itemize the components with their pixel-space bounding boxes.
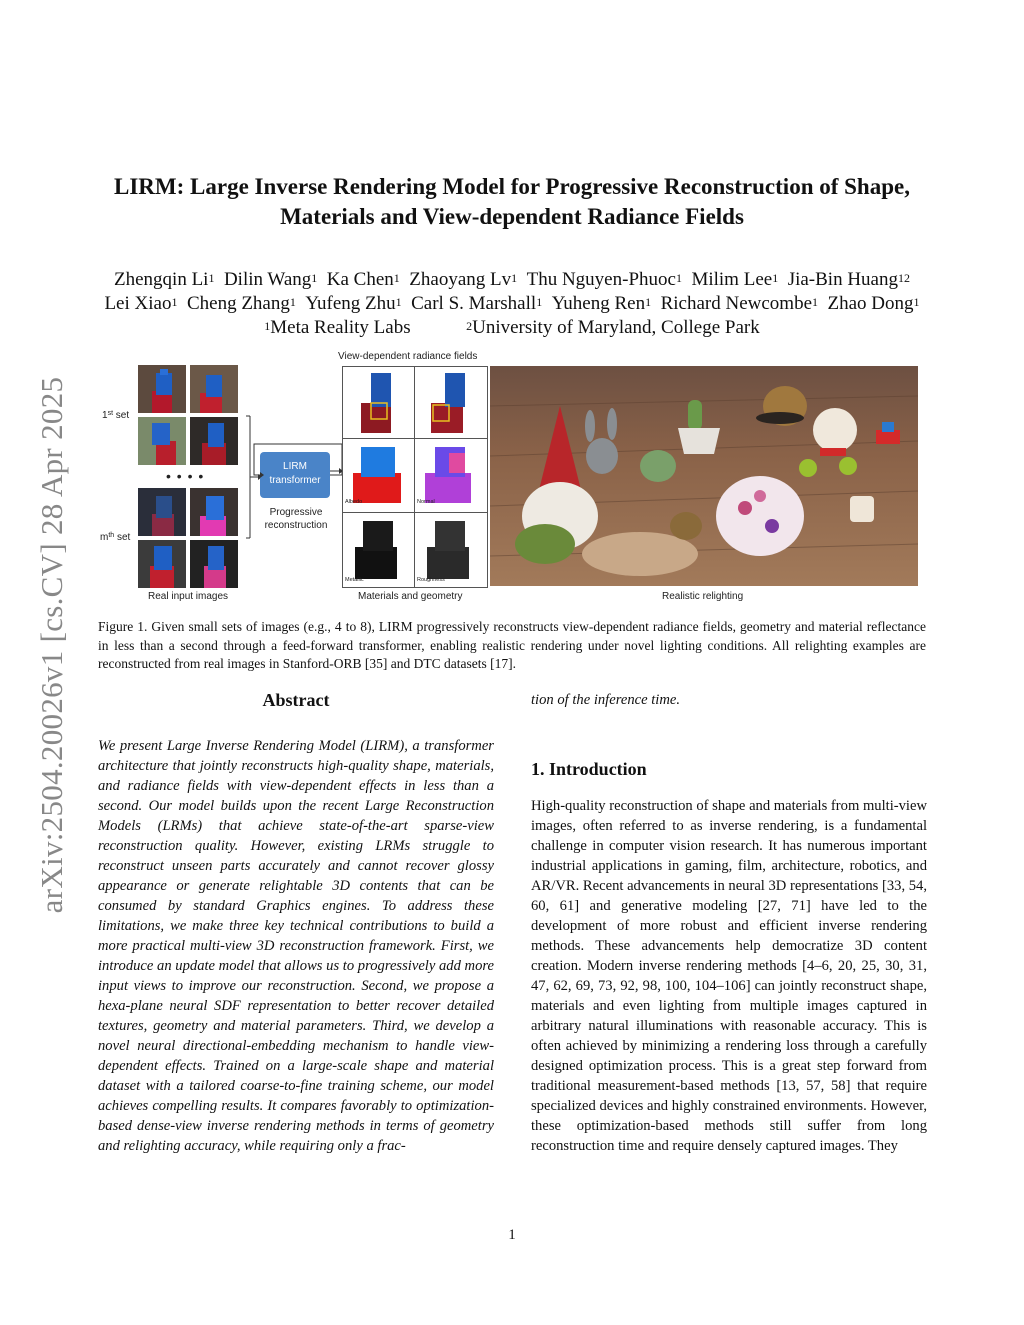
relit-scene <box>490 366 918 586</box>
author-block <box>60 268 964 340</box>
affiliation-row <box>60 316 964 340</box>
roughness-label: Roughness <box>417 577 445 583</box>
introduction-heading: 1. Introduction <box>531 759 647 779</box>
figure-1 <box>96 348 926 610</box>
author-affiliation: 1 <box>395 295 402 309</box>
abstract-heading: Abstract <box>262 690 330 710</box>
author-affiliation: 1 <box>812 295 819 309</box>
normal-tile <box>415 439 487 513</box>
input-image-7 <box>138 540 186 588</box>
author-name: Richard Newcombe <box>660 293 813 314</box>
input-image-4 <box>190 417 238 465</box>
author-affiliation: 1 <box>772 271 779 285</box>
ellipsis-dots: • • • • <box>166 468 205 484</box>
abstract-tail: tion of the inference time. <box>531 692 681 708</box>
author-name: Zhao Dong <box>827 293 914 314</box>
arxiv-id: arXiv:2504.20026v1 [cs.CV] 28 Apr 2025 <box>34 376 69 914</box>
author-affiliation: 1 <box>536 295 543 309</box>
real-input-images-caption: Real input images <box>148 591 229 602</box>
normal-label: Normal <box>417 499 435 505</box>
progressive-reconstruction-label <box>256 506 336 532</box>
metallic-label: Metallic <box>345 577 364 583</box>
progressive-line-1: Progressive <box>269 507 323 518</box>
author-affiliation: 12 <box>897 271 910 285</box>
author-name: Cheng Zhang <box>186 293 290 314</box>
author-affiliation: 1 <box>171 295 178 309</box>
radiance-view-2 <box>415 367 487 439</box>
author-affiliation: 1 <box>511 271 518 285</box>
page-number: 1 <box>508 1227 516 1243</box>
affiliation-number: 2 <box>466 319 473 333</box>
author-affiliation: 1 <box>393 271 400 285</box>
input-image-8 <box>190 540 238 588</box>
transformer-label-1: LIRM <box>283 461 307 472</box>
mth-set-label: $m^{th}$ set <box>100 532 131 543</box>
first-set-label: 1st set <box>102 410 130 421</box>
title-line-2: Materials and View-dependent Radiance Fields <box>280 204 744 229</box>
author-row-1 <box>60 268 964 292</box>
author-affiliation: 1 <box>289 295 296 309</box>
vdr-label: View-dependent radiance fields <box>338 351 478 362</box>
materials-grid <box>342 366 488 588</box>
author-name: Zhaoyang Lv <box>409 269 512 290</box>
title-line-1: LIRM: Large Inverse Rendering Model for Progressive Reconstruction of Shape, <box>114 174 910 199</box>
input-image-6 <box>190 488 238 536</box>
transformer-label-2: transformer <box>269 475 321 486</box>
radiance-view-1 <box>343 367 415 439</box>
author-name: Yuheng Ren <box>551 293 646 314</box>
author-name: Zhengqin Li <box>114 269 209 290</box>
author-row-2 <box>60 292 964 316</box>
input-image-3 <box>138 417 186 465</box>
author-name: Jia-Bin Huang <box>787 269 898 290</box>
affiliation-name: Meta Reality Labs <box>270 317 411 338</box>
albedo-tile <box>343 439 415 513</box>
author-name: Thu Nguyen-Phuoc <box>526 269 676 290</box>
affiliation-number: 1 <box>264 319 271 333</box>
realistic-relighting-caption: Realistic relighting <box>662 591 744 602</box>
author-name: Carl S. Marshall <box>411 293 537 314</box>
author-name: Dilin Wang <box>223 269 312 290</box>
author-affiliation: 1 <box>913 295 920 309</box>
introduction-body: High-quality reconstruction of shape and materials from multi-view images, often referred to as inverse rendering, is a fundamental challenge in computer vision research. It has numerous important industrial applications in gaming, film, architecture, robotics, and AR/VR. Recent advancements in neural 3D representations [33, 54, 60, 61] and generative modeling [27, 71] have led to the development of more robust and efficient inverse rendering methods. These advancements help democratize 3D content creation. Modern inverse rendering methods [4–6, 20, 25, 30, 31, 47, 62, 69, 73, 92, 98, 100, 104–106] can jointly reconstruct shape, materials and even lighting from multiple images captured in arbitrary natural illuminations with reasonable accuracy. This is often achieved by minimizing a rendering loss through a carefully designed optimization process. This is a great step forward from traditional measurement-based methods [13, 57, 58] that require specialized devices and highly constrained environments. However, these optimization-based methods still suffer from long reconstruction time and require densely captured images. They <box>531 798 927 1154</box>
affiliation-name: University of Maryland, College Park <box>472 317 760 338</box>
input-image-2 <box>190 365 238 413</box>
progressive-line-2: reconstruction <box>264 520 328 531</box>
relighting-image <box>490 366 918 586</box>
author-affiliation: 1 <box>208 271 215 285</box>
author-name: Milim Lee <box>691 269 773 290</box>
author-affiliation: 1 <box>311 271 318 285</box>
abstract-body: We present Large Inverse Rendering Model (LIRM), a transformer architecture that jointly reconstructs high-quality shape, materials, and radiance fields with view-dependent effects in less than a second. Our model builds upon the recent Large Reconstruction Models (LRMs) that achieve state-of-the-art sparse-view reconstruction quality. However, existing LRMs struggle to reconstruct unseen parts accurately and cannot recover glossy appearance or generate relightable 3D contents that can be consumed by standard Graphics engines. To address these limitations, we make three key technical contributions to build a more practical multi-view 3D reconstruction framework. First, we introduce an update model that allows us to progressively add more input views to improve our reconstruction. Second, we propose a hexa-plane neural SDF representation to better recover detailed textures, geometry and material parameters. Third, we develop a novel neural directional-embedding mechanism to handle view-dependent effects. Trained on a large-scale shape and material dataset with a tailored coarse-to-fine training scheme, our model achieves compelling results. It compares favorably to optimization-based dense-view inverse rendering methods in terms of geometry and relighting accuracy, while requiring only a frac- <box>98 738 494 1154</box>
author-name: Lei Xiao <box>104 293 172 314</box>
albedo-label: Albedo <box>345 499 363 505</box>
author-name: Ka Chen <box>326 269 394 290</box>
roughness-tile <box>415 513 487 587</box>
input-image-5 <box>138 488 186 536</box>
arxiv-sidebar-stamp <box>32 355 72 935</box>
input-image-1 <box>138 365 186 413</box>
author-affiliation: 1 <box>675 271 682 285</box>
materials-geometry-caption: Materials and geometry <box>358 591 463 602</box>
figure-caption: Figure 1. Given small sets of images (e.g., 4 to 8), LIRM progressively reconstructs view-dependent radiance fields, geometry and material reflectance in less than a second through a feed-forward transformer, enabling realistic rendering under novel lighting conditions. All relighting examples are reconstructed from real images in Stanford-ORB [35] and DTC datasets [17]. <box>98 619 926 671</box>
paper-title <box>60 172 964 232</box>
metallic-tile <box>343 513 415 587</box>
author-affiliation: 1 <box>645 295 652 309</box>
author-name: Yufeng Zhu <box>305 293 396 314</box>
